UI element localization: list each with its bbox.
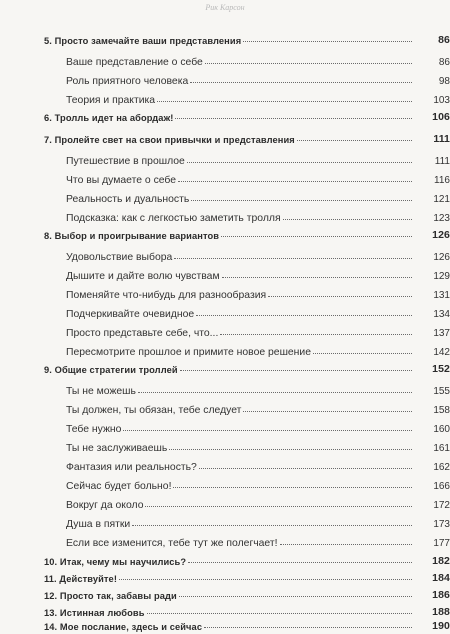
toc-entry-page: 162 — [433, 462, 450, 473]
toc-chapter-5[interactable] — [0, 28, 450, 46]
leader-dots — [313, 353, 412, 354]
toc-entry-page: 129 — [433, 271, 450, 282]
toc-entry-title: Тебе нужно — [66, 424, 122, 435]
toc-entry-title: Если все изменится, тебе тут же полегчает! — [66, 538, 278, 549]
toc-entry-page: 103 — [433, 95, 450, 106]
toc-entry-title: Ты не заслуживаешь — [66, 443, 168, 454]
toc-chapter-14[interactable] — [0, 614, 450, 632]
toc-entry-page: 126 — [432, 229, 450, 241]
leader-dots — [179, 596, 412, 597]
toc-entry-title: Удовольствие выбора — [66, 252, 173, 263]
toc-subsection[interactable] — [0, 187, 450, 205]
toc-entry-title: 7. Пролейте свет на свои привычки и представления — [44, 135, 295, 145]
leader-dots — [268, 296, 412, 297]
toc-entry-title: 8. Выбор и проигрывание вариантов — [44, 231, 220, 241]
leader-dots — [187, 162, 412, 163]
toc-entry-page: 142 — [433, 347, 450, 358]
toc-subsection[interactable] — [0, 88, 450, 106]
toc-entry-title: Поменяйте что-нибудь для разнообразия — [66, 290, 267, 301]
leader-dots — [191, 200, 412, 201]
toc-entry-title: 13. Истинная любовь — [44, 608, 145, 618]
toc-subsection[interactable] — [0, 379, 450, 397]
running-header: Рик Карсон — [205, 3, 245, 12]
leader-dots — [243, 41, 412, 42]
toc-subsection[interactable] — [0, 474, 450, 492]
toc-entry-page: 186 — [432, 589, 450, 601]
toc-subsection[interactable] — [0, 264, 450, 282]
toc-chapter-11[interactable] — [0, 566, 450, 584]
toc-entry-page: 111 — [433, 133, 450, 145]
toc-subsection[interactable] — [0, 302, 450, 320]
toc-entry-title: 9. Общие стратегии троллей — [44, 365, 178, 375]
toc-entry-page: 134 — [433, 309, 450, 320]
toc-entry-page: 116 — [434, 175, 450, 186]
toc-subsection[interactable] — [0, 149, 450, 167]
toc-entry-page: 188 — [432, 606, 450, 618]
leader-dots — [119, 579, 412, 580]
toc-chapter-10[interactable] — [0, 549, 450, 567]
toc-entry-page: 152 — [432, 363, 450, 375]
toc-entry-page: 106 — [432, 111, 450, 123]
toc-entry-page: 161 — [433, 443, 450, 454]
toc-entry-title: 11. Действуйте! — [44, 574, 118, 584]
leader-dots — [138, 392, 412, 393]
toc-entry-page: 131 — [433, 290, 450, 301]
toc-entry-page: 155 — [433, 386, 450, 397]
toc-subsection[interactable] — [0, 50, 450, 68]
leader-dots — [199, 468, 412, 469]
toc-subsection[interactable] — [0, 455, 450, 473]
leader-dots — [169, 449, 412, 450]
toc-entry-page: 137 — [433, 328, 450, 339]
leader-dots — [283, 219, 412, 220]
leader-dots — [196, 315, 412, 316]
toc-entry-title: Фантазия или реальность? — [66, 462, 197, 473]
toc-chapter-9[interactable] — [0, 357, 450, 375]
toc-entry-page: 172 — [433, 500, 450, 511]
leader-dots — [123, 430, 412, 431]
leader-dots — [220, 334, 412, 335]
toc-entry-title: Роль приятного человека — [66, 76, 189, 87]
toc-entry-page: 86 — [438, 57, 450, 68]
toc-subsection[interactable] — [0, 398, 450, 416]
toc-entry-page: 123 — [433, 213, 450, 224]
toc-chapter-8[interactable] — [0, 223, 450, 241]
toc-subsection[interactable] — [0, 283, 450, 301]
toc-entry-title: Что вы думаете о себе — [66, 175, 177, 186]
toc-entry-title: Сейчас будет больно! — [66, 481, 172, 492]
toc-entry-title: 6. Тролль идет на абордаж! — [44, 113, 174, 123]
toc-subsection[interactable] — [0, 69, 450, 87]
toc-entry-page: 98 — [438, 76, 450, 87]
toc-entry-title: Пересмотрите прошлое и примите новое решение — [66, 347, 312, 358]
leader-dots — [132, 525, 412, 526]
toc-subsection[interactable] — [0, 417, 450, 435]
toc-entry-page: 184 — [432, 572, 450, 584]
toc-entry-page: 177 — [433, 538, 450, 549]
toc-entry-page: 182 — [432, 555, 450, 567]
toc-entry-page: 160 — [433, 424, 450, 435]
leader-dots — [221, 236, 412, 237]
toc-entry-title: Подчеркивайте очевидное — [66, 309, 195, 320]
leader-dots — [190, 82, 412, 83]
leader-dots — [297, 140, 412, 141]
leader-dots — [175, 118, 412, 119]
toc-entry-title: Теория и практика — [66, 95, 156, 106]
leader-dots — [180, 370, 412, 371]
leader-dots — [174, 258, 412, 259]
leader-dots — [222, 277, 412, 278]
toc-subsection[interactable] — [0, 436, 450, 454]
toc-chapter-12[interactable] — [0, 583, 450, 601]
toc-entry-title: Реальность и дуальность — [66, 194, 190, 205]
toc-entry-title: Подсказка: как с легкостью заметить тролля — [66, 213, 281, 224]
leader-dots — [173, 487, 412, 488]
toc-subsection[interactable] — [0, 245, 450, 263]
toc-entry-page: 166 — [433, 481, 450, 492]
toc-entry-title: 10. Итак, чему мы научились? — [44, 557, 187, 567]
toc-entry-title: Дышите и дайте волю чувствам — [66, 271, 220, 282]
leader-dots — [243, 411, 412, 412]
toc-subsection[interactable] — [0, 168, 450, 186]
toc-entry-title: Ты не можешь — [66, 386, 136, 397]
toc-entry-page: 158 — [433, 405, 450, 416]
leader-dots — [204, 627, 412, 628]
toc-entry-title: Путешествие в прошлое — [66, 156, 185, 167]
leader-dots — [178, 181, 412, 182]
toc-entry-title: Душа в пятки — [66, 519, 131, 530]
toc-entry-title: Ваше представление о себе — [66, 57, 203, 68]
toc-entry-title: Ты должен, ты обязан, тебе следует — [66, 405, 242, 416]
toc-subsection[interactable] — [0, 340, 450, 358]
toc-entry-page: 126 — [433, 252, 450, 263]
toc-subsection[interactable] — [0, 512, 450, 530]
toc-subsection[interactable] — [0, 493, 450, 511]
leader-dots — [205, 63, 412, 64]
leader-dots — [157, 101, 412, 102]
toc-entry-title: 14. Мое послание, здесь и сейчас — [44, 622, 203, 632]
toc-entry-title: 12. Просто так, забавы ради — [44, 591, 177, 601]
toc-entry-title: Просто представьте себе, что... — [66, 328, 219, 339]
leader-dots — [280, 544, 412, 545]
toc-entry-page: 86 — [438, 34, 450, 46]
toc-entry-page: 190 — [432, 620, 450, 632]
toc-entry-title: 5. Просто замечайте ваши представления — [44, 36, 242, 46]
toc-subsection[interactable] — [0, 321, 450, 339]
toc-chapter-6[interactable] — [0, 105, 450, 123]
toc-subsection[interactable] — [0, 206, 450, 224]
toc-entry-page: 111 — [434, 156, 450, 167]
leader-dots — [145, 506, 412, 507]
toc-entry-page: 173 — [433, 519, 450, 530]
toc-entry-page: 121 — [433, 194, 450, 205]
toc-entry-title: Вокруг да около — [66, 500, 144, 511]
toc-subsection[interactable] — [0, 531, 450, 549]
leader-dots — [188, 562, 412, 563]
toc-chapter-7[interactable] — [0, 127, 450, 145]
